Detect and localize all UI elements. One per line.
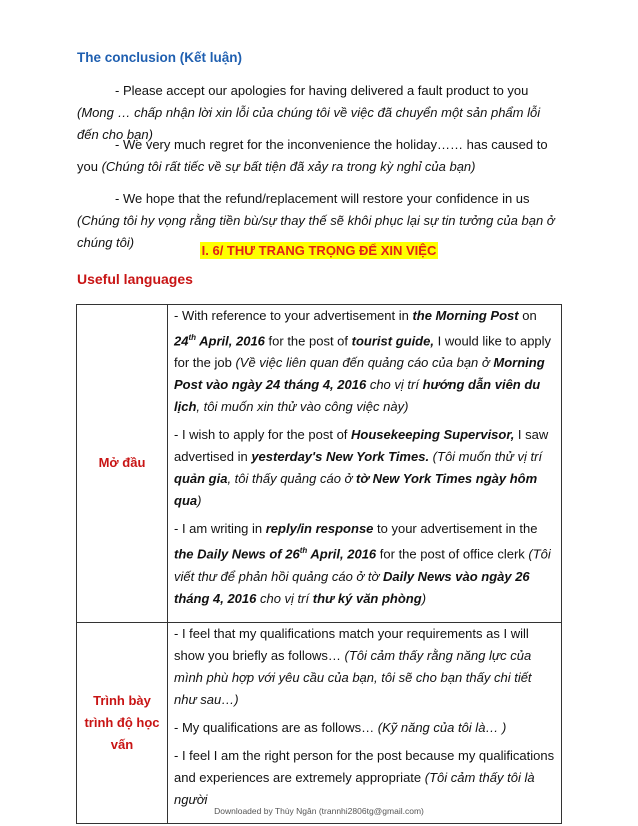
conclusion-paragraph-2	[77, 134, 562, 178]
useful-languages-table	[76, 304, 562, 824]
conclusion-p3-vi: (Chúng tôi hy vọng rằng tiền bù/sự thay thế sẽ khôi phục lại sự tin tưởng của bạn ở chúng tôi)	[77, 213, 555, 250]
conclusion-p2-vi: (Chúng tôi rất tiếc về sự bất tiện đã xảy ra trong kỳ nghỉ của bạn)	[101, 159, 476, 174]
phrase-item: - I wish to apply for the post of Housekeeping Supervisor, I saw advertised in yesterday's New York Times. (Tôi muốn thử vị trí quản gia, tôi thấy quảng cáo ở tờ New York Times ngày hôm qua)	[174, 427, 549, 509]
conclusion-p1-vi: (Mong … chấp nhận lời xin lỗi của chúng tôi về việc đã chuyển một sản phẩm lỗi đến cho bạn)	[77, 105, 541, 142]
table-row	[77, 305, 562, 623]
phrase-item: - With reference to your advertisement in the Morning Post on 24th April, 2016 for the post of tourist guide, I would like to apply for the job (Về việc liên quan đến quảng cáo của bạn ở Morning Post vào ngày 24 tháng 4, 2016 cho vị trí hướng dẫn viên du lịch, tôi muốn xin thử vào công việc này)	[174, 308, 552, 415]
row-content-opening	[168, 305, 562, 623]
row-content-qualifications	[168, 622, 562, 823]
phrase-item: - My qualifications are as follows… (Kỹ năng của tôi là… )	[174, 719, 507, 735]
table-row	[77, 622, 562, 823]
conclusion-p1-en: - Please accept our apologies for having delivered a fault product to you	[115, 83, 529, 98]
conclusion-p2-en: - We very much regret for the inconvenience the holiday…… has caused to you	[77, 137, 548, 174]
section-title-highlight: I. 6/ THƯ TRANG TRỌNG ĐỂ XIN VIỆC	[201, 243, 437, 258]
conclusion-heading: The conclusion (Kết luận)	[77, 50, 243, 65]
phrase-item: - I feel that my qualifications match your requirements as I will show you briefly as follows… (Tôi cảm thấy rằng năng lực của mình phù hợp với yêu cầu của bạn, tôi sẽ cho bạn thấy chi tiết như sau…)	[174, 625, 532, 707]
download-footer: Downloaded by Thùy Ngân (trannhi2806tg@gmail.com)	[214, 806, 424, 816]
row-label-qualifications: Trình bày trình độ học vấn	[77, 622, 168, 823]
conclusion-p3-en: - We hope that the refund/replacement will restore your confidence in us	[115, 191, 530, 206]
phrase-item: - I feel I am the right person for the post because my qualifications and experiences are extremely appropriate (Tôi cảm thấy tôi là người	[174, 747, 555, 807]
section-title	[0, 243, 638, 258]
useful-languages-heading: Useful languages	[77, 271, 193, 287]
row-label-opening: Mở đầu	[77, 305, 168, 623]
phrase-item: - I am writing in reply/in response to your advertisement in the the Daily News of 26th April, 2016 for the post of office clerk (Tôi viết thư để phản hồi quảng cáo ở tờ Daily News vào ngày 26 tháng 4, 2016 cho vị trí thư ký văn phòng)	[174, 521, 551, 606]
